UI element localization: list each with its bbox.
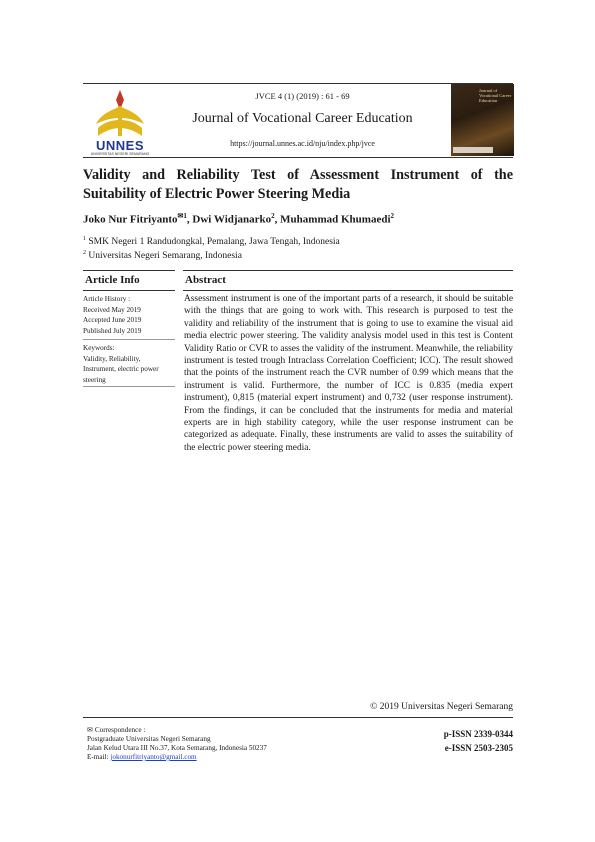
p-issn: p-ISSN 2339-0344 [443,729,513,739]
author-name: Dwi Widjanarko [192,213,272,226]
history-divider [83,339,175,340]
journal-url[interactable]: https://journal.unnes.ac.id/nju/index.php/jvce [230,139,375,148]
correspondence-line: Postgraduate Universitas Negeri Semarang [87,735,211,743]
keywords-label: Keywords: [83,344,115,352]
affiliation-number: 1 [83,236,86,242]
keywords-divider [83,386,175,387]
correspondence-block [87,726,387,762]
journal-title: Journal of Vocational Career Education [192,111,413,126]
article-history [83,294,175,336]
journal-cover-image [451,84,514,156]
author-name: Joko Nur Fitriyanto [83,213,178,226]
correspondence-label: ✉ Correspondence : [87,726,146,734]
journal-volume: JVCE 4 (1) (2019) : 61 - 69 [255,91,350,101]
article-info-head-rule [83,290,175,291]
unnes-logo [84,88,156,158]
email-line [87,753,387,762]
correspondence-line: Jalan Kelud Utara III No.37, Kota Semarang, Indonesia 50237 [87,744,267,752]
issn-block [400,727,513,755]
logo-text: UNNES [95,138,144,153]
header-top-rule [83,83,513,84]
article-info-heading: Article Info [85,274,140,286]
history-line: Article History : [83,295,131,303]
logo-emblem-icon [84,88,156,140]
affiliation-text: SMK Negeri 1 Randudongkal, Pemalang, Jawa Tengah, Indonesia [88,237,340,248]
author-name: Muhammad Khumaedi [280,213,391,226]
author-list: Joko Nur Fitriyanto$^{✉1}$, Dwi Widjanarko$^2$, Muhammad Khumaedi$^2$ [83,212,394,226]
affiliation-number: 2 [83,250,86,256]
author-mark: 2 [271,212,275,220]
paper-title: Validity and Reliability Test of Assessment Instrument of the Suitability of Electric Power Steering Media [83,167,513,202]
keywords-block [83,343,175,385]
abstract-text: Assessment instrument is one of the important parts of a research, it should be suitable with the things that are going to work with. This research is purposed to test the validity and reliability of the instrument that is going to use to examine the visual aid media electric power steering. The validity analysis model used in this test is Content Validity Ratio or CVR to asses the validity of the instrument. Meanwhile, the reliability instrument is tested trough Intraclass Correlation Coefficient; ICC). The result showed that the points of the instrument reach the CVR number of 0.99 which means that the instrument is valid. Furthermore, the number of ICC is 0.835 (media expert instrument), 0,815 (material expert instrument) and 0,732 (user response instrument). From the findings, it can be concluded that the instruments for media and material experts are in high stability category, while the user response instrument can be categorized as adequate. Finally, these instruments are valid to asses the suitability of the electric power steering media. [184,294,513,453]
article-info-top-rule [83,270,175,271]
affiliation-text: Universitas Negeri Semarang, Indonesia [88,251,242,262]
abstract-top-rule [183,270,513,271]
author-mark: 2 [390,212,394,220]
author-mark: ✉1 [177,212,187,220]
keywords-text: Validity, Reliability, Instrument, electric power steering [83,354,159,384]
email-link[interactable]: jokonurfitriyanto@gmail.com [110,753,197,761]
e-issn: e-ISSN 2503-2305 [444,743,513,753]
affiliation-2 [83,250,242,261]
logo-subtext: UNIVERSITAS NEGERI SEMARANG [90,152,150,156]
affiliation-1 [83,236,340,247]
copyright: © 2019 Universitas Negeri Semarang [370,702,513,712]
history-line: Published July 2019 [83,326,142,335]
history-line: Accepted June 2019 [83,316,142,324]
abstract-head-rule [183,290,513,291]
cover-band [453,147,493,153]
abstract-heading: Abstract [185,274,226,286]
email-label: E-mail: [87,753,111,761]
cover-title: Journal of Vocational Career Education [479,88,512,103]
history-line: Received May 2019 [83,305,141,314]
footer-rule [83,717,513,718]
